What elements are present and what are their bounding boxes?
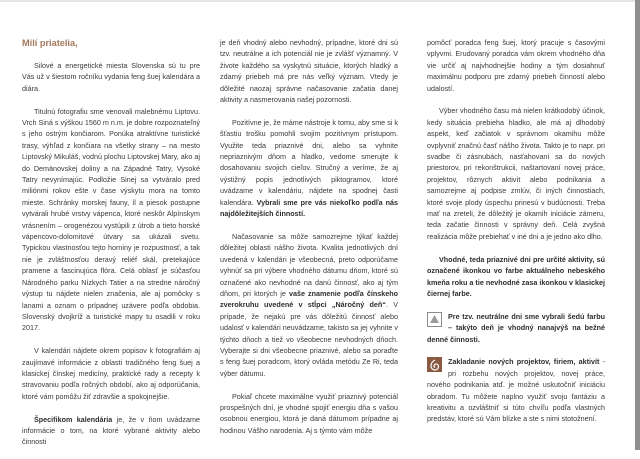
specifics-bold: Špecifikom kalendária xyxy=(34,414,113,424)
paragraph-cover-photo: Titulnú fotografiu sme venovali malebnému Liptovu. Vrch Siná s výškou 1560 m n.m. je dobre rozpoznateľný s jeho ostrým končiarom. Ponúka atraktívne turistické trasy, výhľad z končiara na všetky strany – na mesto Liptovský Mikuláš, vodnú plochu Liptovskej Mary, ako aj do Demänovskej doliny a na Západné Tatry, Vysoké Tatry nevynímajúc. Podložie Sinej sa vytváralo pred miliónmi rokov ešte v čase výskytu mora na tomto mieste. Schránky morskej fauny, íl a piesok postupne vytvárali hrubé vrstvy vápenca, ktoré neskôr Alpínskym vrásnením – orogenézou vystúpili z útrob a tieto horské vápencovo-dolomitové útvary sa ukázali svetu. Typickou vlastnosťou tejto horniny je rozpustnosť, a tak nie je zvláštnosťou deravý reliéf skál, pretekajúce pramene a fascinujúca flóra. Celá oblasť je súčasťou Národného parku Nízkych Tatier a na stredne náročný výstup tu nájdete nielen značenia, ale aj pomôcky s lanami a oznam o prípadnej uzávere podľa obdobia. Slovenský dvojkríž a turistické mapy tu osadili v roku 2017. xyxy=(22,106,201,333)
paragraph-day-suitability: je deň vhodný alebo nevhodný, prípadne, ktoré dni sú tzv. neutrálne a ich potenciál nie je zvlášť významný. V živote každého sa vyskytnú situácie, ktorých hladký a zdarný priebeh má pre nás veľký význam. Vtedy je dôležité naozaj správne načasovanie začatia danej aktivity a nasmerovania našej pozornosti. xyxy=(220,38,398,105)
paragraph-icons-explained xyxy=(427,254,605,300)
specifics-text: je, že v ňom uvádzame informácie o tom, na ktoré vybrané aktivity alebo činnosti xyxy=(22,414,200,447)
paragraph-calendar-contents: V kalendári nájdete okrem popisov k fotografiám aj zaujímavé informácie z oblasti tradičného feng šuej a klasickej čínskej medicíny, praktické rady a recepty k stravovaniu podľa ročných období, ako aj odporúčania, ktoré vám pomôžu žiť zdravšie a spokojnejšie. xyxy=(22,346,200,401)
paragraph-intro: Silové a energetické miesta Slovenska sú tu pre Vás už v šiestom ročníku vydania feng šuej kalendára a diára. xyxy=(22,61,200,93)
column-2 xyxy=(220,37,398,448)
new-projects-bold: Zakladanie nových projektov, firiem, aktivít xyxy=(448,357,600,367)
spiral-icon xyxy=(427,357,442,372)
paragraph-potential: Pokiaľ chcete maximálne využiť priaznivý potenciál prospešných dní, je vhodné spojiť energiu dňa s vašou osobnou energiou, ktorá je daná dátumom prípadne aj hodinou Vášho narodenia. Aj s týmto vám môže xyxy=(220,391,398,435)
timing-text-b: . V prípade, že nejakú pre vás dôležitú činnosť alebo udalosť v kalendári neuvádzame, takisto sa jej vyhnite v týchto dňoch a tiež vo všeobecne nevhodných dňoch. Vyberajte si dni všeobecne priaznivé, alebo sa poraďte s feng šuej poradcom, ktorý ovláda metódu Ze Ri, teda výber dátumu. xyxy=(220,300,398,378)
paragraph-new-projects xyxy=(427,356,605,424)
timing-text-a: Načasovanie sa môže samozrejme týkať každej dôležitej oblasti nášho života. Kvalita jednotlivých dní uvedená v kalendári je všeobecná, preto odporúčame vyhnúť sa pri výbere vhodného dátumu dňom, ktoré sú označené ako nevhodné na danú činnosť, ako aj tým dňom, pri ktorých je xyxy=(220,231,398,298)
new-projects-text: - pri rozbehu nových projektov, novej práce, nového podnikania atď. je možné uskutočniť iniciáciu obradom. Tu môžete naplno využiť svoju fantáziu a kreativitu a ozvláštniť si túto chvíľu podľa vlastných predstáv, ktoré sú Vám blízke a ste s nimi stotožnení. xyxy=(427,357,605,424)
paragraph-neutral-days xyxy=(427,311,605,345)
column-3 xyxy=(427,37,605,436)
positive-bold: Vybrali sme pre vás niekoľko podľa nás najdôležitejších činností. xyxy=(220,197,399,219)
column-1 xyxy=(22,37,200,459)
paragraph-timing xyxy=(220,231,398,379)
paragraph-advisor: pomôcť poradca feng šuej, ktorý pracuje s časovými vplyvmi. Erudovaný poradca vám okrem vhodného dňa vie určiť aj najvhodnejšie hodiny a tým dosiahnuť maximálnu podporu pre zdarný priebeh činností alebo udalostí. xyxy=(427,38,605,93)
paragraph-positive xyxy=(220,117,398,220)
greeting-heading: Milí priatelia, xyxy=(22,38,78,48)
page-edge-shadow xyxy=(635,0,640,450)
neutral-triangle-icon xyxy=(427,312,442,327)
paragraph-time-choice: Výber vhodného času má nielen krátkodobý účinok, kedy situácia prebieha hladko, ale má aj dlhodobý aspekt, keď začiatok v správnom okamihu môže ovplyvniť značnú časť nášho života. Takto je to napr. pri svadbe či zásnubách, nasťahovaní sa do nových priestorov, pri rekonštrukcii, naštartovaní novej práce, projektov, rôznych aktivít alebo podnikania a samozrejme aj podpise zmlúv, či iných činnostiach, ktoré svoje plody úspechu prinesú v budúcnosti. Treba mať na zreteli, že dôležitý je okamih iniciácie zámeru, teda začatie činnosti v správny deň. Celá zvyšná realizácia môže prebiehať v iné dni a je jedno ako dlho. xyxy=(427,106,605,241)
timing-bold: vaše znamenie podľa čínskeho zverokruhu uvedené v stĺpci „Náročný deň“ xyxy=(220,288,398,310)
neutral-days-bold: Pre tzv. neutrálne dni sme vybrali šedú farbu – takýto deň je vhodný nanajvýš na bežné denné činnosti. xyxy=(427,311,605,344)
page-top-border xyxy=(0,0,636,2)
positive-text: Pozitívne je, že máme nástroje k tomu, aby sme si k šťastiu trošku pomohli svojim pozitívnym prístupom. Využite teda priaznivé dni, alebo sa vyhnite nepriaznivým dňom a hladko, vedome smerujte k dosahovaniu svojich cieľov. Stručný a veríme, že aj výstižný popis jednotlivých piktogramov, ktoré uvádzame v kalendáriu, nájdete na spodnej časti kalendára. xyxy=(220,117,398,207)
icons-explained-bold: Vhodné, teda priaznivé dni pre určité aktivity, sú označené ikonkou vo farbe aktuálneho nebeského kmeňa roku a tie nevhodné zasa ikonkou v klasickej čiernej farbe. xyxy=(427,254,605,298)
paragraph-specifics xyxy=(22,414,200,448)
